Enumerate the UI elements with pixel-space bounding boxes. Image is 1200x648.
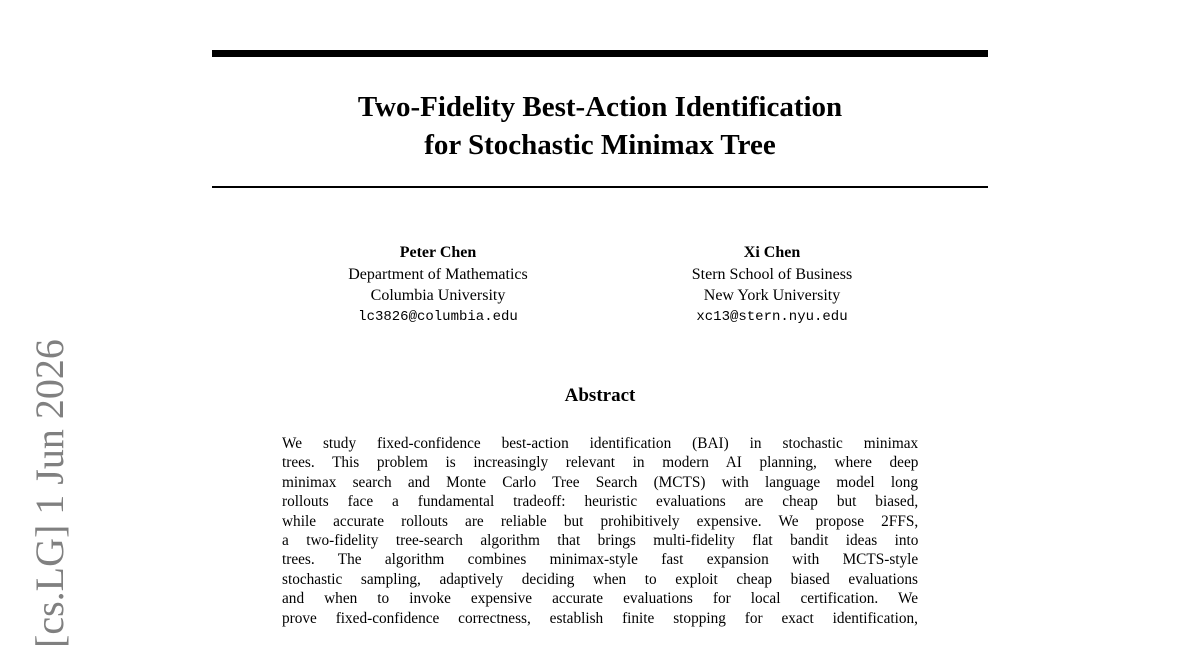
abstract-body bbox=[282, 434, 918, 628]
top-rule bbox=[212, 50, 988, 57]
author-block-2 bbox=[622, 242, 922, 328]
abstract-heading: Abstract bbox=[564, 385, 636, 406]
abstract-line: and when to invoke expensive accurate evaluations for local certification. We bbox=[282, 590, 918, 608]
abstract-line: while accurate rollouts are reliable but prohibitively expensive. We propose 2FFS, bbox=[282, 512, 919, 530]
author-block-1 bbox=[288, 242, 588, 328]
abstract-line: trees. The algorithm combines minimax-style fast expansion with MCTS-style bbox=[282, 551, 919, 569]
abstract-line: stochastic sampling, adaptively deciding when to exploit cheap biased evaluations bbox=[282, 570, 918, 588]
abstract-line: We study fixed-confidence best-action identification (BAI) in stochastic minimax bbox=[282, 435, 919, 452]
author-email: xc13@stern.nyu.edu bbox=[696, 308, 848, 325]
abstract-line: trees. This problem is increasingly relevant in modern AI planning, where deep bbox=[282, 454, 919, 472]
author-department: Department of Mathematics bbox=[348, 265, 528, 283]
author-name: Peter Chen bbox=[399, 244, 477, 261]
abstract-line: prove fixed-confidence correctness, establish finite stopping for exact identification, bbox=[282, 609, 918, 627]
author-department: Stern School of Business bbox=[691, 265, 853, 283]
abstract-line: rollouts face a fundamental tradeoff: heuristic evaluations are cheap but biased, bbox=[282, 493, 919, 511]
author-email: lc3826@columbia.edu bbox=[358, 308, 518, 325]
abstract-line: a two-fidelity tree-search algorithm that brings multi-fidelity flat bandit ideas into bbox=[282, 532, 919, 550]
abstract-line: minimax search and Monte Carlo Tree Search (MCTS) with language model long bbox=[282, 473, 919, 491]
author-name: Xi Chen bbox=[743, 244, 801, 261]
author-institution: New York University bbox=[703, 287, 841, 304]
arxiv-stamp: [cs.LG] 1 Jun 2026 bbox=[27, 339, 72, 648]
title-line-2: for Stochastic Minimax Tree bbox=[424, 129, 776, 161]
paper-title bbox=[212, 88, 988, 164]
title-rule bbox=[212, 186, 988, 188]
title-line-1: Two-Fidelity Best-Action Identification bbox=[357, 91, 843, 123]
author-institution: Columbia University bbox=[370, 287, 506, 304]
